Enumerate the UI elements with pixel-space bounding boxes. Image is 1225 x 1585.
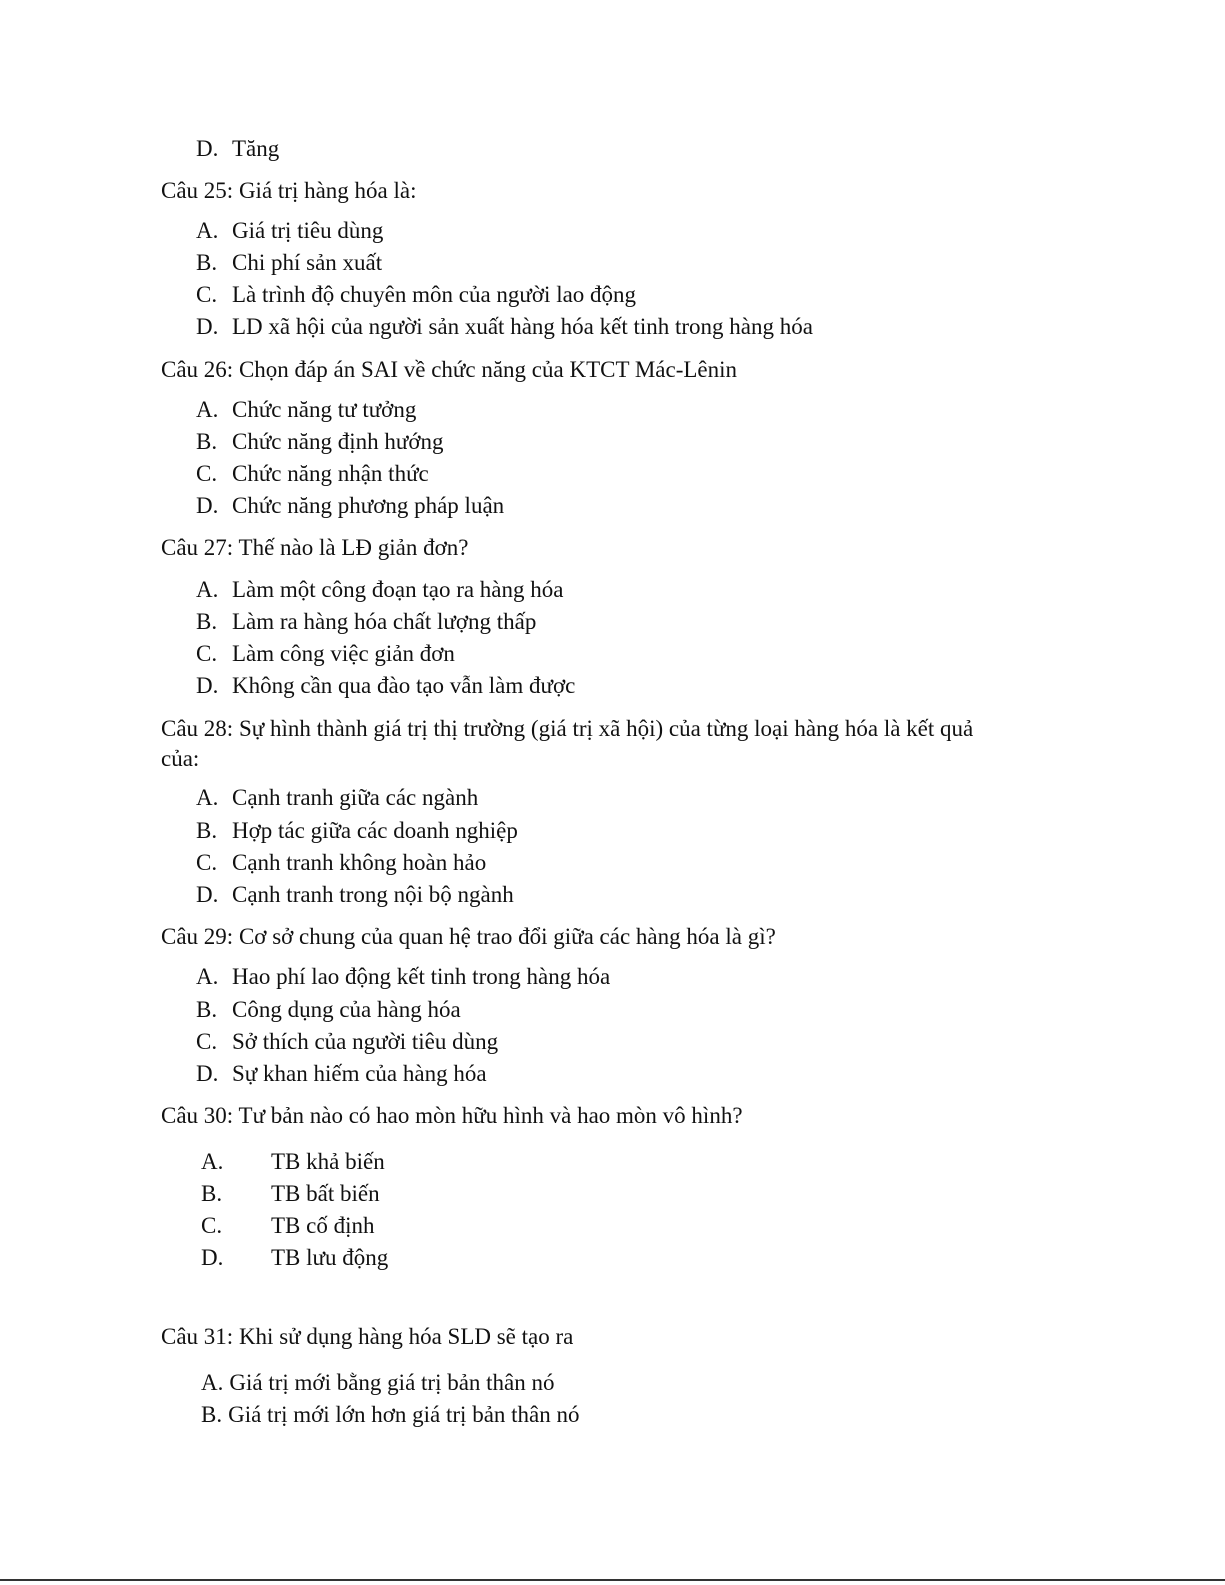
question-text: Câu 29: Cơ sở chung của quan hệ trao đổi giữa các hàng hóa là gì? — [161, 924, 776, 949]
question-text: Câu 31: Khi sử dụng hàng hóa SLD sẽ tạo ra — [161, 1324, 574, 1349]
answer-option — [196, 816, 518, 846]
option-letter: D. — [201, 1245, 224, 1270]
option-letter: D. — [196, 882, 219, 907]
answer-option — [196, 1059, 487, 1089]
answer-option — [201, 1147, 385, 1177]
option-letter: C. — [196, 461, 218, 486]
option-letter: D. — [196, 493, 219, 518]
answer-option — [196, 134, 279, 164]
option-text: TB bất biến — [271, 1181, 380, 1206]
option-text: TB lưu động — [271, 1245, 389, 1270]
option-text: Cạnh tranh không hoàn hảo — [232, 850, 487, 875]
option-text: Giá trị tiêu dùng — [232, 218, 384, 243]
option-text: Làm ra hàng hóa chất lượng thấp — [232, 609, 537, 634]
answer-option — [196, 427, 444, 457]
answer-option — [201, 1179, 380, 1209]
option-letter: A. — [196, 397, 219, 422]
answer-option — [196, 216, 383, 246]
question-text: Câu 28: Sự hình thành giá trị thị trường (giá trị xã hội) của từng loại hàng hóa là kết quả — [161, 716, 974, 741]
answer-option — [196, 459, 429, 489]
option-letter: C. — [196, 1029, 218, 1054]
option-letter: B. — [196, 818, 218, 843]
answer-option — [196, 848, 486, 878]
option-text: Là trình độ chuyên môn của người lao động — [232, 282, 637, 307]
answer-option — [201, 1400, 580, 1430]
question-text: Câu 30: Tư bản nào có hao mòn hữu hình và hao mòn vô hình? — [161, 1103, 743, 1128]
option-text: Tăng — [232, 136, 280, 161]
option-letter: A. — [201, 1149, 224, 1174]
option-text: Công dụng của hàng hóa — [232, 997, 461, 1022]
option-text: Hợp tác giữa các doanh nghiệp — [232, 818, 518, 843]
option-text: Không cần qua đào tạo vẫn làm được — [232, 673, 576, 698]
option-letter: B. — [196, 429, 218, 454]
option-letter: D. — [196, 1061, 219, 1086]
answer-option — [201, 1368, 555, 1398]
answer-option — [201, 1243, 388, 1273]
answer-option — [196, 280, 636, 310]
answer-option — [196, 1027, 498, 1057]
option-letter: C. — [196, 850, 218, 875]
option-text: Làm một công đoạn tạo ra hàng hóa — [232, 577, 564, 602]
answer-option — [196, 995, 461, 1025]
answer-option — [196, 395, 416, 425]
question-text: Câu 27: Thế nào là LĐ giản đơn? — [161, 535, 469, 560]
option-text: Sự khan hiếm của hàng hóa — [232, 1061, 487, 1086]
option-letter: A. — [196, 218, 219, 243]
option-text: TB cố định — [271, 1213, 375, 1238]
option-letter: A. — [201, 1370, 224, 1395]
option-text: Cạnh tranh trong nội bộ ngành — [232, 882, 514, 907]
answer-option — [196, 607, 536, 637]
option-letter: C. — [196, 641, 218, 666]
option-text: Giá trị mới lớn hơn giá trị bản thân nó — [228, 1402, 580, 1427]
answer-option — [196, 248, 382, 278]
option-letter: A. — [196, 577, 219, 602]
option-text: LD xã hội của người sản xuất hàng hóa kết tinh trong hàng hóa — [232, 314, 813, 339]
question-text: của: — [161, 746, 200, 771]
option-text: Chi phí sản xuất — [232, 250, 383, 275]
answer-option — [196, 962, 610, 992]
option-text: Giá trị mới bằng giá trị bản thân nó — [229, 1370, 555, 1395]
question-text: Câu 25: Giá trị hàng hóa là: — [161, 178, 417, 203]
option-text: Hao phí lao động kết tinh trong hàng hóa — [232, 964, 611, 989]
option-text: Chức năng phương pháp luận — [232, 493, 505, 518]
option-text: Làm công việc giản đơn — [232, 641, 455, 666]
option-letter: D. — [196, 136, 219, 161]
option-letter: A. — [196, 785, 219, 810]
question-text: Câu 26: Chọn đáp án SAI về chức năng của KTCT Mác-Lênin — [161, 357, 738, 382]
option-letter: B. — [201, 1181, 223, 1206]
option-text: Chức năng tư tưởng — [232, 397, 417, 422]
option-letter: B. — [196, 609, 218, 634]
option-letter: D. — [196, 673, 219, 698]
page-bottom-rule — [0, 1579, 1225, 1581]
option-text: Sở thích của người tiêu dùng — [232, 1029, 499, 1054]
answer-option — [196, 491, 504, 521]
answer-option — [196, 575, 563, 605]
answer-option — [196, 312, 813, 342]
option-letter: C. — [196, 282, 218, 307]
option-letter: A. — [196, 964, 219, 989]
option-letter: D. — [196, 314, 219, 339]
option-text: TB khả biến — [271, 1149, 385, 1174]
option-letter: B. — [196, 997, 218, 1022]
option-text: Chức năng định hướng — [232, 429, 444, 454]
answer-option — [196, 671, 575, 701]
answer-option — [196, 639, 455, 669]
answer-option — [196, 880, 514, 910]
option-letter: B. — [196, 250, 218, 275]
answer-option — [196, 783, 478, 813]
answer-option — [201, 1211, 375, 1241]
option-letter: B. — [201, 1402, 223, 1427]
option-text: Chức năng nhận thức — [232, 461, 429, 486]
option-text: Cạnh tranh giữa các ngành — [232, 785, 479, 810]
option-letter: C. — [201, 1213, 223, 1238]
